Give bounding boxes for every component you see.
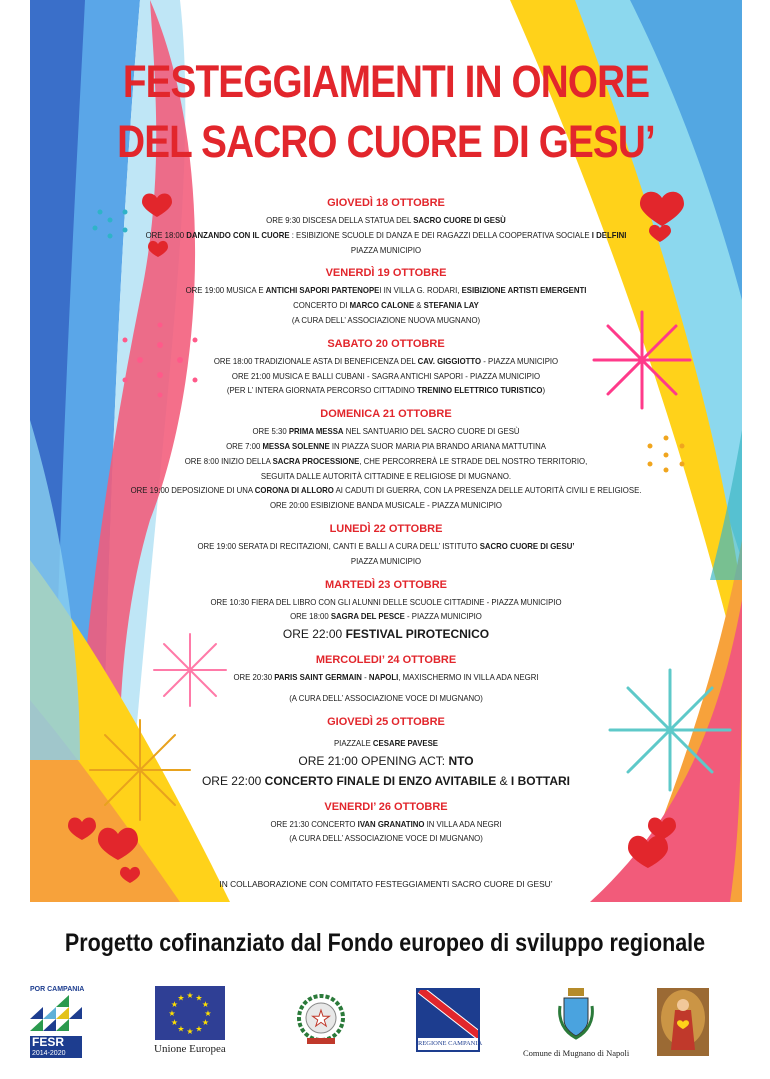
- event-highlight: NAPOLI: [368, 672, 399, 683]
- event-text: IN VILLA ADA NEGRI: [424, 818, 502, 829]
- day-heading: GIOVEDÌ 18 OTTOBRE: [327, 197, 445, 209]
- event-line: [111, 313, 662, 328]
- sacred-heart-image-icon: [657, 988, 709, 1056]
- day-block: [90, 196, 682, 257]
- event-line: [111, 424, 662, 439]
- event-text: AI CADUTI DI GUERRA, CON LA PRESENZA DELLE AUTORITÀ CIVILI E RELIGIOSE.: [333, 485, 642, 496]
- svg-text:★: ★: [170, 1018, 179, 1027]
- event-text: IN PIAZZA SUOR MARIA PIA BRANDO ARIANA MATTUTINA: [329, 440, 546, 451]
- svg-text:★: ★: [195, 1024, 203, 1034]
- svg-text:★: ★: [195, 993, 203, 1003]
- title-line-2: DEL SACRO CUORE DI GESU’: [117, 116, 655, 167]
- event-line: [111, 670, 662, 685]
- event-line: [111, 454, 662, 469]
- day-block: [90, 715, 682, 791]
- event-text: ORE 18:00: [290, 611, 331, 622]
- svg-text:★: ★: [168, 1009, 176, 1018]
- day-heading: VENERDI’ 26 OTTOBRE: [324, 800, 448, 813]
- svg-text:★: ★: [201, 1000, 210, 1009]
- por-campania-triangles-icon: [30, 993, 82, 1031]
- event-highlight: CONCERTO FINALE DI ENZO AVITABILE: [264, 773, 497, 788]
- event-line: [111, 469, 662, 484]
- svg-text:★: ★: [186, 1027, 194, 1036]
- event-text: ORE 19:00 MUSICA E: [185, 285, 266, 296]
- svg-text:★: ★: [311, 1007, 331, 1032]
- event-line: [111, 736, 662, 751]
- day-heading: DOMENICA 21 OTTOBRE: [320, 408, 452, 421]
- event-highlight: CORONA DI ALLORO: [254, 485, 334, 496]
- event-text: ORE 5:30: [252, 426, 289, 437]
- event-highlight: NTO: [448, 753, 474, 768]
- svg-text:★: ★: [170, 1000, 179, 1009]
- event-line: [111, 298, 662, 313]
- event-line: [111, 228, 662, 243]
- event-line: [111, 354, 662, 369]
- day-block: [90, 522, 682, 569]
- day-block: [90, 578, 682, 645]
- event-text: (A CURA DELL’ ASSOCIAZIONE VOCE DI MUGNANO): [289, 692, 483, 703]
- event-text: ORE 21:30 CONCERTO: [270, 818, 358, 829]
- event-text: ORE 19:00 DEPOSIZIONE DI UNA: [130, 485, 255, 496]
- event-line: [111, 817, 662, 832]
- event-text: ORE 20:00 ESIBIZIONE BANDA MUSICALE - PIAZZA MUNICIPIO: [269, 500, 502, 511]
- title-line-1: FESTEGGIAMENTI IN ONORE: [122, 56, 650, 107]
- por-campania-fesr-logo: [30, 986, 85, 1058]
- event-line: [90, 771, 682, 791]
- event-line: [111, 554, 662, 569]
- day-heading: MARTEDÌ 23 OTTOBRE: [324, 578, 448, 591]
- event-highlight: ESIBIZIONE ARTISTI EMERGENTI: [461, 285, 587, 296]
- event-text: I IN VILLA G. RODARI,: [379, 285, 462, 296]
- event-highlight: PARIS SAINT GERMAIN: [274, 672, 362, 683]
- event-text: ORE 18:00 TRADIZIONALE ASTA DI BENEFICENZA DEL: [213, 355, 418, 366]
- fesr-label: FESR: [32, 1035, 65, 1049]
- italian-republic-emblem-icon: [295, 990, 347, 1048]
- svg-text:★: ★: [186, 991, 194, 1000]
- event-highlight: I BOTTARI: [510, 773, 571, 788]
- event-text: SEGUITA DALLE AUTORITÀ CITTADINE E RELIGIOSE DI MUGNANO.: [260, 470, 512, 481]
- event-text: (PER L’ INTERA GIORNATA PERCORSO CITTADINO: [226, 385, 418, 396]
- fesr-years: 2014-2020: [32, 1050, 66, 1057]
- event-line: [111, 595, 662, 610]
- event-line: [111, 483, 662, 498]
- day-block: [90, 407, 682, 513]
- event-text: PIAZZALE: [333, 737, 373, 748]
- event-text: ORE 22:00: [201, 773, 265, 788]
- event-highlight: STEFANIA LAY: [423, 300, 479, 311]
- event-highlight: SAGRA DEL PESCE: [330, 611, 405, 622]
- event-highlight: TRENINO ELETTRICO TURISTICO: [417, 385, 543, 396]
- day-block: [90, 266, 682, 327]
- event-highlight: CESARE PAVESE: [372, 737, 439, 748]
- por-campania-label: POR CAMPANIA: [30, 986, 85, 993]
- event-highlight: CAV. GIGGIOTTO: [417, 355, 482, 366]
- svg-text:★: ★: [177, 993, 185, 1003]
- event-highlight: MARCO CALONE: [349, 300, 415, 311]
- poster-title: [80, 52, 692, 172]
- day-heading: GIOVEDÌ 25 OTTOBRE: [327, 715, 445, 728]
- event-highlight: I DELFINI: [591, 229, 627, 240]
- event-text: (A CURA DELL’ ASSOCIAZIONE VOCE DI MUGNANO): [289, 833, 483, 844]
- event-text: , CHE PERCORRERÀ LE STRADE DEL NOSTRO TERRITORIO,: [359, 455, 588, 466]
- event-text: PIAZZA MUNICIPIO: [350, 555, 422, 566]
- festival-poster: [30, 0, 742, 902]
- event-line: [111, 383, 662, 398]
- day-block: [90, 800, 682, 847]
- event-text: ORE 18:00: [145, 229, 187, 240]
- event-text: ORE 19:00 SERATA DI RECITAZIONI, CANTI E BALLI A CURA DELL’ ISTITUTO: [197, 540, 480, 551]
- event-line: [111, 213, 662, 228]
- day-heading: SABATO 20 OTTOBRE: [327, 337, 445, 350]
- event-text: ORE 20:30: [233, 672, 275, 683]
- event-line: [90, 624, 682, 644]
- day-block: [90, 337, 682, 398]
- day-heading: LUNEDÌ 22 OTTOBRE: [329, 522, 443, 535]
- comune-caption: Comune di Mugnano di Napoli: [523, 1048, 630, 1058]
- event-highlight: SACRO CUORE DI GESU’: [479, 540, 575, 551]
- svg-text:★: ★: [204, 1009, 212, 1018]
- regione-campania-caption: REGIONE CAMPANIA: [418, 1040, 483, 1047]
- event-text: ORE 9:30 DISCESA DELLA STATUA DEL: [266, 215, 414, 225]
- event-text: -: [361, 672, 369, 683]
- event-text: &: [414, 300, 424, 311]
- eu-stars-icon: [155, 986, 225, 1040]
- svg-text:★: ★: [201, 1018, 210, 1027]
- eu-caption: Unione Europea: [154, 1043, 226, 1055]
- event-text: NEL SANTUARIO DEL SACRO CUORE DI GESÙ: [343, 426, 520, 437]
- event-line: [90, 751, 682, 771]
- event-program: [90, 196, 682, 855]
- event-highlight: DANZANDO CON IL CUORE: [186, 229, 290, 240]
- day-block: [90, 653, 682, 706]
- funding-statement: Progetto cofinanziato dal Fondo europeo di sviluppo regionale: [64, 929, 706, 957]
- event-text: , MAXISCHERMO IN VILLA ADA NEGRI: [398, 672, 539, 683]
- event-text: ORE 7:00: [226, 440, 263, 451]
- event-highlight: ANTICHI SAPORI PARTENOPE: [265, 285, 380, 296]
- event-text: ORE 21:00 OPENING ACT:: [298, 753, 449, 768]
- event-text: - PIAZZA MUNICIPIO: [481, 355, 559, 366]
- event-text: CONCERTO DI: [293, 300, 350, 311]
- event-line: [111, 439, 662, 454]
- day-heading: VENERDÌ 19 OTTOBRE: [325, 267, 447, 280]
- event-text: ORE 22:00: [282, 627, 346, 642]
- event-text: ORE 8:00 INIZIO DELLA: [184, 455, 273, 466]
- day-heading: MERCOLEDI’ 24 OTTOBRE: [315, 654, 457, 667]
- event-line: [111, 283, 662, 298]
- event-highlight: SACRA PROCESSIONE: [272, 455, 360, 466]
- event-text: : ESIBIZIONE SCUOLE DI DANZA E DEI RAGAZZI DELLA COOPERATIVA SOCIALE: [289, 229, 592, 240]
- svg-text:★: ★: [177, 1024, 185, 1034]
- event-highlight: MESSA SOLENNE: [262, 440, 330, 451]
- event-highlight: PRIMA MESSA: [288, 426, 344, 437]
- event-line: [111, 369, 662, 384]
- event-highlight: SACRO CUORE DI GESÙ: [413, 215, 506, 225]
- comune-mugnano-crest-icon: [556, 986, 596, 1042]
- eu-flag-logo: [155, 986, 225, 1040]
- event-line: [111, 691, 662, 706]
- event-text: ORE 10:30 FIERA DEL LIBRO CON GLI ALUNNI DELLE SCUOLE CITTADINE - PIAZZA MUNICIPIO: [210, 596, 562, 607]
- event-line: [111, 498, 662, 513]
- event-highlight: IVAN GRANATINO: [357, 818, 425, 829]
- event-line: [111, 539, 662, 554]
- regione-campania-logo: [416, 988, 483, 1052]
- collaboration-note: IN COLLABORAZIONE CON COMITATO FESTEGGIAMENTI SACRO CUORE DI GESU’: [219, 879, 553, 889]
- event-text: - PIAZZA MUNICIPIO: [404, 611, 482, 622]
- event-text: (A CURA DELL’ ASSOCIAZIONE NUOVA MUGNANO): [291, 314, 481, 325]
- event-text: PIAZZA MUNICIPIO: [350, 244, 422, 255]
- event-line: [111, 243, 662, 258]
- event-text: ORE 21:00 MUSICA E BALLI CUBANI - SAGRA ANTICHI SAPORI - PIAZZA MUNICIPIO: [231, 370, 541, 381]
- event-highlight: FESTIVAL PIROTECNICO: [345, 627, 490, 642]
- event-text: ): [542, 385, 546, 396]
- event-line: [111, 609, 662, 624]
- event-text: &: [496, 773, 511, 788]
- event-line: [111, 831, 662, 846]
